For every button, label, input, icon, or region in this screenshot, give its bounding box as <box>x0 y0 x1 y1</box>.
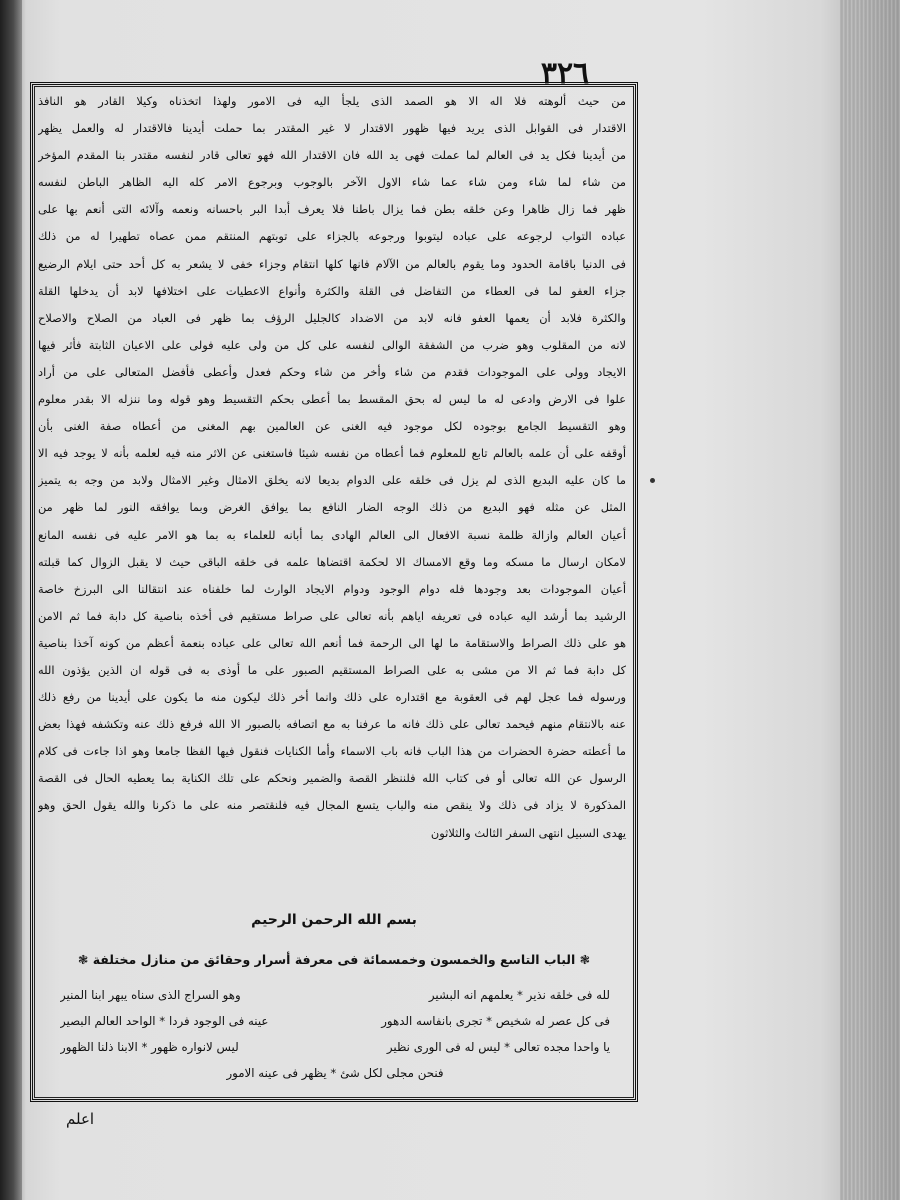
text-line: الاقتدار فى القوابل الذى يريد فيها ظهور الاقتدار لا غير المقتدر بما حملت أيدينا فالاقتدار له والعمل يظهر <box>38 121 626 136</box>
text-line: جزاء العفو لما فى العطاء من التفاضل فى القلة والكثرة وأنواع الاعطيات على اختلافها لابد أن يدخلها القلة <box>38 283 626 298</box>
text-line: المذكورة لا يزاد فى ذلك ولا ينقص منه والباب يتسع المجال فيه فلنقتصر منه على ما ذكرنا والله يقول الحق وهو <box>38 798 626 813</box>
basmala: بسم الله الرحمن الرحيم <box>251 912 417 928</box>
margin-mark <box>650 478 655 483</box>
text-line: ما كان عليه البديع الذى لم يزل فى خلقه على الدوام بديعا لانه يخلق الامثال وغير الامثال ولابد من وجه به يتميز <box>38 473 626 488</box>
book-spine-shadow <box>0 0 22 1200</box>
body-text <box>38 88 626 847</box>
verse-second-hemistich: عينه فى الوجود فردا * الواحد العالم البصير <box>60 1014 269 1028</box>
text-line: علوا فى الارض وادعى له ما ليس له بحق المقسط بما أعطى بحكم التقسيط وهو قوله وما ننزله الا بقدر معلوم <box>38 392 626 407</box>
text-line: المثل عن مثله فهو البديع من ذلك الوجه الضار النافع بما يوافق الغرض وبما يوافقه النور لما ظهر من <box>38 500 626 515</box>
text-line: أوقفه على أن علمه بالعالم تابع للمعلوم فما أعطاه من نفسه شيئا فاستغنى عن الاثر منه فيه لعلمه بأنه لا يوجد فيه الا <box>38 446 626 461</box>
poem-verses <box>60 982 610 1086</box>
text-line: فى الدنيا باقامة الحدود وما يقوم بالعالم من الآلام فانها كلها انتقام وجزاء خفى لا يشعر به كل أحد حتى ايلام الرضيع <box>38 256 626 271</box>
verse-row <box>60 982 610 1008</box>
text-line: هو على ذلك الصراط والاستقامة ما لها الى الرحمة فما أنعم الله تعالى على عباده بنعمة أعظم من كونه آخذا بناصية <box>38 635 626 650</box>
ornament-left: ❃ <box>77 952 89 967</box>
verse-first-hemistich: يا واحدا مجده تعالى * ليس له فى الورى نظير <box>386 1040 610 1054</box>
verse-row <box>60 1034 610 1060</box>
text-line: من شاء لما شاء ومن شاء عما شاء الاول الآخر بالوجوب وبرجوع الامر كله اليه الظاهر الباطن لنفسه <box>38 175 626 190</box>
text-line: ما أعطته حضرة الحضرات من هذا الباب فانه باب الاسماء وأما الكنايات فنقول فيها الفظا جامعا وهو اذا جاءت فى كلام <box>38 744 626 759</box>
text-line: عنه بالانتقام منهم فيحمد تعالى على ذلك فانه ما عرفنا به مع اتصافه بالصبور الا الله فرفع ذلك عنه وتكشفه فهذا بعض <box>38 717 626 732</box>
text-line: أعيان العالم وازالة ظلمة نسبة الافعال الى العالم الهادى بما أبانه للعلماء به بما هو الامر عليه فى نفسه المانع <box>38 527 626 542</box>
text-line: أعيان الموجودات بعد وجودها فله دوام الوجود ودوام الايجاد الوارث لما خلفناه عند انتقالنا الى البرزخ خاصة <box>38 581 626 596</box>
text-line: كل دابة فما ثم الا من مشى به على الصراط المستقيم الصبور على ما أوذى به فى قوله ان الذين يؤذون الله <box>38 662 626 677</box>
ornament-right: ❃ <box>579 952 591 967</box>
text-line: الايجاد وولى على الموجودات فقدم من شاء وأخر من شاء وحكم فعدل وأعطى فأفضل المتعالى على من أراد <box>38 364 626 379</box>
text-line: والكثرة فلابد أن يعمها العفو فانه لابد من الاضداد كالجليل الرؤف بما ظهر فى العباد من الصلاح والاصلاح <box>38 310 626 325</box>
text-line: الرسول عن الله تعالى أو فى كتاب الله فلننظر القصة والضمير ونحكم على تلك الكناية بما يعطيه الحال فى القصة <box>38 771 626 786</box>
text-line: من أيدينا فكل يد فى العالم لما عملت فهى يد الله فان الاقتدار الله فهو تعالى قادر لنفسه مقتدر بنا المقدم المؤخر <box>38 148 626 163</box>
verse-first-hemistich: لله فى خلقه نذير * يعلمهم انه البشير <box>428 988 610 1002</box>
chapter-title <box>34 952 634 967</box>
text-line: لامكان ارسال ما مسكه وما وقع الامساك الا لحكمة اقتضاها علمه فى خلقه الباقى حيث لا يقبل الزوال كما قبلته <box>38 554 626 569</box>
catchword: اعلم <box>66 1110 95 1128</box>
verse-final: فنحن مجلى لكل شئ * يظهر فى عينه الامور <box>226 1066 444 1080</box>
text-line: عباده التواب لرجوعه على عباده ليتوبوا ورجوعه بالجزاء على توبتهم المنتقم ممن عصاه تطهيرا له من ذلك <box>38 229 626 244</box>
text-line: من حيث ألوهته فلا اله الا هو الصمد الذى يلجأ اليه فى الامور ولهذا اتخذناه وكيلا القادر هو النافذ <box>38 94 626 108</box>
text-line: وهو التقسيط الجامع بوجوده لكل موجود فيه الغنى عن العالمين بهم المغنى من أعطاه صفة الغنى بأن <box>38 419 626 434</box>
text-line: ورسوله فما عجل لهم فى العقوبة مع اقتداره على ذلك وانما أخر ذلك ليكون منه ما يكون على أيدينا من رفع ذلك <box>38 690 626 705</box>
verse-row <box>60 1008 610 1034</box>
text-line: الرشيد بما أرشد اليه عباده فى تعريفه اياهم بأنه تعالى على صراط مستقيم فى أخذه بناصية كل دابة فما ثم الامن <box>38 608 626 623</box>
text-line: لانه من المقلوب وهو ضرب من الشفقة الوالى لنفسه على كل من ولى عليه فولى على الاعيان الثابتة فأثر فيها <box>38 337 626 352</box>
text-line: ظهر فما زال ظاهرا وعن خلقه بطن فما يزال باطنا فلا يعرف أبدا البر باحسانه ونعمه وآلائه التى أنعم بها على <box>38 202 626 217</box>
page-number: ٣٢٦ <box>540 56 590 91</box>
verse-second-hemistich: وهو السراج الذى سناه يبهر ابنا المنير <box>60 988 241 1002</box>
page-edges <box>840 0 900 1200</box>
chapter-title-text: الباب التاسع والخمسون وخمسمائة فى معرفة أسرار وحقائق من منازل مختلفة <box>92 952 576 967</box>
text-line: يهدى السبيل انتهى السفر الثالث والثلاثون <box>430 825 626 840</box>
verse-second-hemistich: ليس لانواره ظهور * الابنا ذلنا الظهور <box>60 1040 239 1054</box>
verse-first-hemistich: فى كل عصر له شخيص * تجرى بانفاسه الدهور <box>381 1014 610 1028</box>
